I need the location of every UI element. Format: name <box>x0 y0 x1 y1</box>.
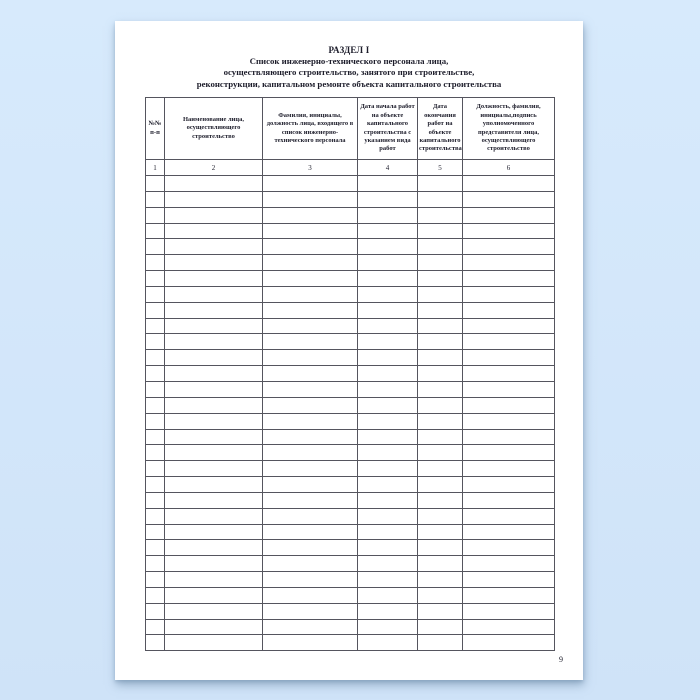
empty-cell <box>263 445 358 461</box>
empty-cell <box>463 603 555 619</box>
document-subtitle-line-1: Список инженерно-технического персонала лица, <box>249 56 449 66</box>
empty-cell <box>418 334 463 350</box>
empty-cell <box>146 492 165 508</box>
empty-cell <box>165 176 263 192</box>
empty-cell <box>418 572 463 588</box>
empty-cell <box>263 286 358 302</box>
empty-cell <box>146 334 165 350</box>
empty-cell <box>463 318 555 334</box>
table-row <box>146 223 555 239</box>
empty-cell <box>146 239 165 255</box>
section-title: РАЗДЕЛ I <box>328 45 370 55</box>
empty-cell <box>358 239 418 255</box>
empty-cell <box>418 366 463 382</box>
table-body <box>146 176 555 651</box>
table-row <box>146 556 555 572</box>
empty-cell <box>165 334 263 350</box>
empty-cell <box>418 381 463 397</box>
table-row <box>146 508 555 524</box>
empty-cell <box>463 397 555 413</box>
empty-cell <box>358 191 418 207</box>
empty-cell <box>146 381 165 397</box>
empty-cell <box>463 492 555 508</box>
table-row <box>146 635 555 651</box>
empty-cell <box>463 271 555 287</box>
empty-cell <box>358 350 418 366</box>
empty-cell <box>165 556 263 572</box>
column-number-row <box>146 160 555 176</box>
empty-cell <box>463 350 555 366</box>
table-row <box>146 492 555 508</box>
column-number: 3 <box>263 160 358 176</box>
empty-cell <box>263 461 358 477</box>
empty-cell <box>165 524 263 540</box>
column-number: 5 <box>418 160 463 176</box>
column-header-end-date: Дата окончания работ на объекте капитального строительства <box>418 98 463 160</box>
empty-cell <box>146 397 165 413</box>
empty-cell <box>165 429 263 445</box>
empty-cell <box>463 286 555 302</box>
empty-cell <box>146 508 165 524</box>
empty-cell <box>165 635 263 651</box>
table-row <box>146 477 555 493</box>
empty-cell <box>263 477 358 493</box>
column-number: 6 <box>463 160 555 176</box>
empty-cell <box>463 445 555 461</box>
column-number: 2 <box>165 160 263 176</box>
empty-cell <box>165 413 263 429</box>
empty-cell <box>263 413 358 429</box>
empty-cell <box>358 556 418 572</box>
empty-cell <box>263 350 358 366</box>
empty-cell <box>463 302 555 318</box>
table-row <box>146 366 555 382</box>
empty-cell <box>358 381 418 397</box>
empty-cell <box>358 445 418 461</box>
document-page <box>115 21 583 680</box>
empty-cell <box>146 413 165 429</box>
empty-cell <box>146 445 165 461</box>
empty-cell <box>263 318 358 334</box>
empty-cell <box>418 397 463 413</box>
empty-cell <box>418 207 463 223</box>
empty-cell <box>165 572 263 588</box>
table-row <box>146 619 555 635</box>
empty-cell <box>463 508 555 524</box>
empty-cell <box>146 255 165 271</box>
empty-cell <box>146 318 165 334</box>
empty-cell <box>263 587 358 603</box>
empty-cell <box>263 397 358 413</box>
empty-cell <box>358 318 418 334</box>
empty-cell <box>358 540 418 556</box>
table-row <box>146 429 555 445</box>
page-number: 9 <box>559 655 563 664</box>
empty-cell <box>358 255 418 271</box>
empty-cell <box>358 271 418 287</box>
empty-cell <box>463 176 555 192</box>
empty-cell <box>263 239 358 255</box>
empty-cell <box>358 477 418 493</box>
empty-cell <box>358 492 418 508</box>
empty-cell <box>165 397 263 413</box>
empty-cell <box>418 176 463 192</box>
empty-cell <box>358 413 418 429</box>
table-row <box>146 191 555 207</box>
empty-cell <box>263 635 358 651</box>
column-header-number: №№ п-п <box>146 98 165 160</box>
empty-cell <box>165 461 263 477</box>
empty-cell <box>418 255 463 271</box>
empty-cell <box>146 619 165 635</box>
table-row <box>146 239 555 255</box>
empty-cell <box>418 445 463 461</box>
empty-cell <box>418 302 463 318</box>
empty-cell <box>463 461 555 477</box>
empty-cell <box>146 556 165 572</box>
empty-cell <box>418 540 463 556</box>
empty-cell <box>463 556 555 572</box>
empty-cell <box>165 207 263 223</box>
empty-cell <box>146 271 165 287</box>
table-row <box>146 397 555 413</box>
empty-cell <box>463 255 555 271</box>
empty-cell <box>358 508 418 524</box>
column-header-start-date: Дата начала работ на объекте капитального строительства с указанием вида работ <box>358 98 418 160</box>
empty-cell <box>358 603 418 619</box>
empty-cell <box>263 381 358 397</box>
empty-cell <box>358 572 418 588</box>
empty-cell <box>463 381 555 397</box>
table-header-row <box>146 98 555 160</box>
empty-cell <box>463 223 555 239</box>
empty-cell <box>358 223 418 239</box>
table-row <box>146 603 555 619</box>
table-row <box>146 207 555 223</box>
empty-cell <box>263 492 358 508</box>
empty-cell <box>463 207 555 223</box>
empty-cell <box>146 191 165 207</box>
empty-cell <box>146 587 165 603</box>
empty-cell <box>263 572 358 588</box>
empty-cell <box>165 239 263 255</box>
table-row <box>146 350 555 366</box>
empty-cell <box>165 255 263 271</box>
empty-cell <box>358 176 418 192</box>
empty-cell <box>418 587 463 603</box>
empty-cell <box>263 176 358 192</box>
empty-cell <box>263 508 358 524</box>
table-row <box>146 318 555 334</box>
empty-cell <box>358 524 418 540</box>
table-row <box>146 524 555 540</box>
table-row <box>146 334 555 350</box>
empty-cell <box>418 286 463 302</box>
empty-cell <box>263 302 358 318</box>
empty-cell <box>358 397 418 413</box>
empty-cell <box>263 255 358 271</box>
empty-cell <box>263 271 358 287</box>
column-header-person: Фамилия, инициалы, должность лица, входящего в список инженерно-технического персонала <box>263 98 358 160</box>
column-header-representative: Должность, фамилия, инициалы,подпись уполномоченного представителя лица, осуществляющего строительство <box>463 98 555 160</box>
column-number: 1 <box>146 160 165 176</box>
empty-cell <box>165 318 263 334</box>
empty-cell <box>418 524 463 540</box>
table-row <box>146 413 555 429</box>
empty-cell <box>358 334 418 350</box>
empty-cell <box>418 223 463 239</box>
table-row <box>146 286 555 302</box>
table-row <box>146 461 555 477</box>
table-row <box>146 445 555 461</box>
empty-cell <box>463 239 555 255</box>
empty-cell <box>146 572 165 588</box>
empty-cell <box>463 477 555 493</box>
empty-cell <box>263 556 358 572</box>
table-row <box>146 381 555 397</box>
empty-cell <box>165 508 263 524</box>
empty-cell <box>146 350 165 366</box>
empty-cell <box>146 477 165 493</box>
empty-cell <box>418 413 463 429</box>
empty-cell <box>146 366 165 382</box>
empty-cell <box>263 540 358 556</box>
empty-cell <box>263 191 358 207</box>
empty-cell <box>165 191 263 207</box>
empty-cell <box>146 176 165 192</box>
empty-cell <box>358 366 418 382</box>
empty-cell <box>263 619 358 635</box>
empty-cell <box>358 635 418 651</box>
empty-cell <box>165 492 263 508</box>
empty-cell <box>463 191 555 207</box>
empty-cell <box>263 334 358 350</box>
column-number: 4 <box>358 160 418 176</box>
empty-cell <box>146 603 165 619</box>
empty-cell <box>165 366 263 382</box>
table-row <box>146 255 555 271</box>
personnel-table <box>145 97 555 651</box>
empty-cell <box>165 223 263 239</box>
empty-cell <box>165 271 263 287</box>
document-subtitle-line-2: осуществляющего строительство, занятого при строительстве, <box>223 67 475 78</box>
empty-cell <box>418 429 463 445</box>
column-header-company: Наименование лица, осуществляющего строительство <box>165 98 263 160</box>
empty-cell <box>165 381 263 397</box>
empty-cell <box>146 207 165 223</box>
empty-cell <box>165 603 263 619</box>
empty-cell <box>146 635 165 651</box>
empty-cell <box>263 429 358 445</box>
empty-cell <box>463 334 555 350</box>
empty-cell <box>418 461 463 477</box>
document-subtitle-line-3: реконструкции, капитальном ремонте объекта капитального строительства <box>196 78 502 89</box>
empty-cell <box>418 350 463 366</box>
empty-cell <box>463 429 555 445</box>
empty-cell <box>146 302 165 318</box>
empty-cell <box>463 635 555 651</box>
empty-cell <box>418 603 463 619</box>
empty-cell <box>463 540 555 556</box>
table-row <box>146 540 555 556</box>
empty-cell <box>463 524 555 540</box>
empty-cell <box>358 587 418 603</box>
empty-cell <box>146 429 165 445</box>
empty-cell <box>418 271 463 287</box>
empty-cell <box>463 366 555 382</box>
empty-cell <box>146 223 165 239</box>
empty-cell <box>418 508 463 524</box>
empty-cell <box>165 302 263 318</box>
empty-cell <box>146 286 165 302</box>
empty-cell <box>418 318 463 334</box>
empty-cell <box>146 540 165 556</box>
table-row <box>146 176 555 192</box>
empty-cell <box>463 572 555 588</box>
empty-cell <box>165 350 263 366</box>
empty-cell <box>165 286 263 302</box>
table-row <box>146 572 555 588</box>
empty-cell <box>418 619 463 635</box>
empty-cell <box>358 286 418 302</box>
empty-cell <box>358 461 418 477</box>
empty-cell <box>418 191 463 207</box>
empty-cell <box>146 461 165 477</box>
empty-cell <box>463 587 555 603</box>
empty-cell <box>418 492 463 508</box>
empty-cell <box>463 619 555 635</box>
empty-cell <box>418 556 463 572</box>
empty-cell <box>263 524 358 540</box>
empty-cell <box>463 413 555 429</box>
table-row <box>146 302 555 318</box>
empty-cell <box>358 429 418 445</box>
empty-cell <box>358 207 418 223</box>
empty-cell <box>165 445 263 461</box>
empty-cell <box>358 619 418 635</box>
empty-cell <box>165 619 263 635</box>
empty-cell <box>418 635 463 651</box>
empty-cell <box>263 207 358 223</box>
table-row <box>146 271 555 287</box>
empty-cell <box>146 524 165 540</box>
empty-cell <box>165 540 263 556</box>
empty-cell <box>263 366 358 382</box>
empty-cell <box>165 587 263 603</box>
empty-cell <box>165 477 263 493</box>
table-row <box>146 587 555 603</box>
empty-cell <box>263 603 358 619</box>
empty-cell <box>418 239 463 255</box>
empty-cell <box>358 302 418 318</box>
document-title-block <box>125 44 573 90</box>
empty-cell <box>263 223 358 239</box>
empty-cell <box>418 477 463 493</box>
